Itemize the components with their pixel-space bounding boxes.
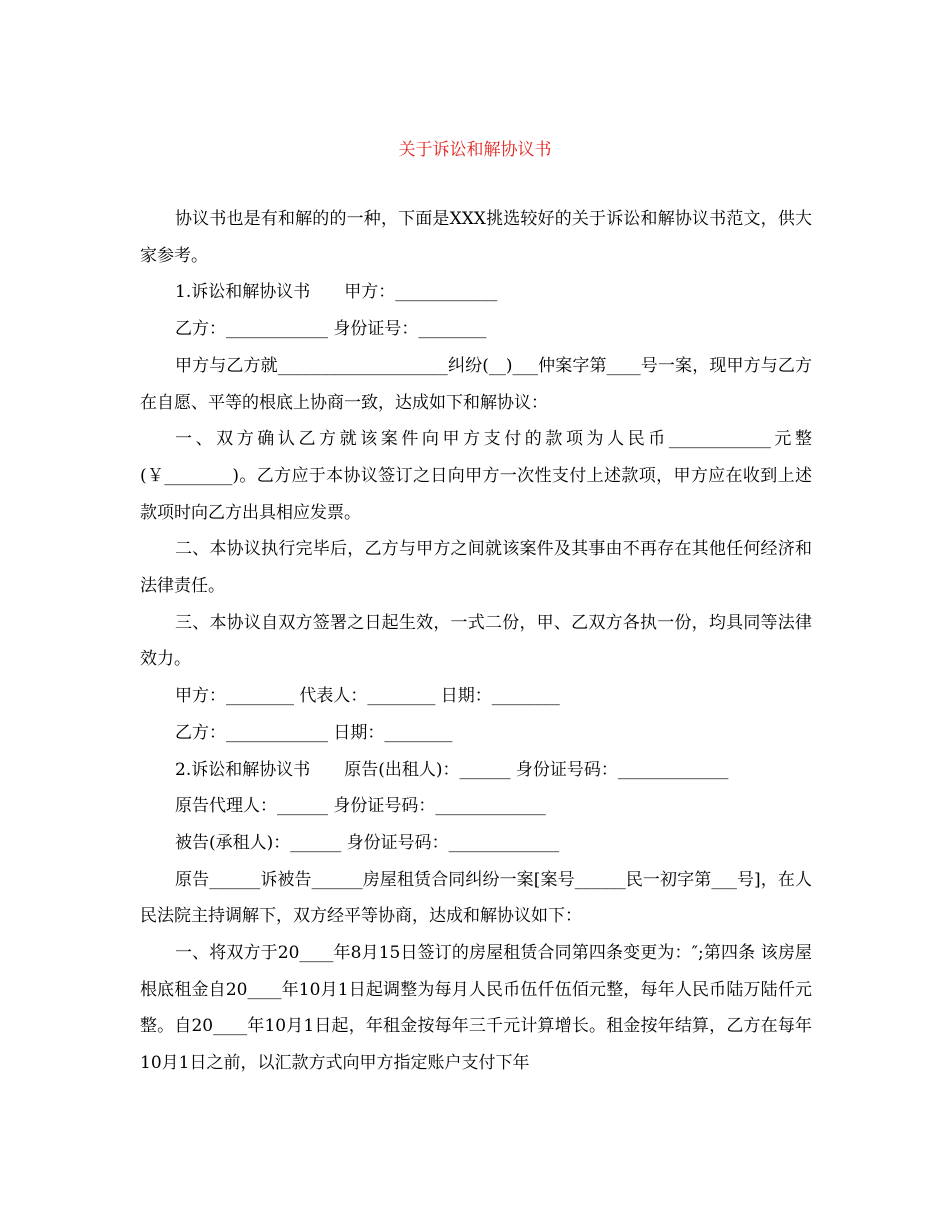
paragraph-clause-2: 二、本协议执行完毕后，乙方与甲方之间就该案件及其事由不再存在其他任何经济和法律责任。	[140, 539, 812, 597]
paragraph-intro: 协议书也是有和解的的一种，下面是XXX挑选较好的关于诉讼和解协议书范文，供大家参考。	[140, 209, 812, 266]
paragraph-case: 原告______诉被告______房屋租赁合同纠纷一案[案号______民一初字第___号]，在人民法院主持调解下，双方经平等协商，达成和解协议如下：	[140, 869, 812, 927]
paragraph-plaintiff-agent: 原告代理人：______ 身份证号码：_____________	[175, 796, 546, 817]
paragraph-defendant: 被告(承租人)：______ 身份证号码：_____________	[175, 832, 560, 853]
paragraph-clause-1: 一、双方确认乙方就该案件向甲方支付的款项为人民币____________元整(￥________)。乙方应于本协议签订之日向甲方一次性支付上述款项，甲方应在收到上述款项时向乙方出具相应发票。	[140, 429, 812, 523]
paragraph-party-b: 乙方：____________ 身份证号：________	[175, 319, 487, 340]
document-title: 关于诉讼和解协议书	[398, 140, 552, 160]
paragraph-clause-rent: 一、将双方于20____年8月15日签订的房屋租赁合同第四条变更为：″;第四条 该房屋根底租金自20____年10月1日起调整为每月人民币伍仟伍佰元整，每年人民币陆万陆仟元整。自20____年10月1日起，年租金按每年三千元计算增长。租金按年结算，乙方在每年10月1日之前，以汇款方式向甲方指定账户支付下年	[140, 943, 812, 1074]
paragraph-signature-a: 甲方：________ 代表人：________ 日期：________	[175, 686, 560, 707]
paragraph-dispute: 甲方与乙方就____________________纠纷(__)___仲案字第____号一案，现甲方与乙方在自愿、平等的根底上协商一致，达成如下和解协议：	[140, 355, 812, 413]
document-body	[140, 201, 812, 1082]
paragraph-section-1-heading: 1.诉讼和解协议书 甲方：____________	[175, 282, 498, 303]
paragraph-clause-3: 三、本协议自双方签署之日起生效，一式二份，甲、乙双方各执一份，均具同等法律效力。	[140, 612, 812, 670]
paragraph-signature-b: 乙方：____________ 日期：________	[175, 722, 453, 743]
paragraph-section-2-heading: 2.诉讼和解协议书 原告(出租人)：______ 身份证号码：_____________	[175, 759, 729, 780]
